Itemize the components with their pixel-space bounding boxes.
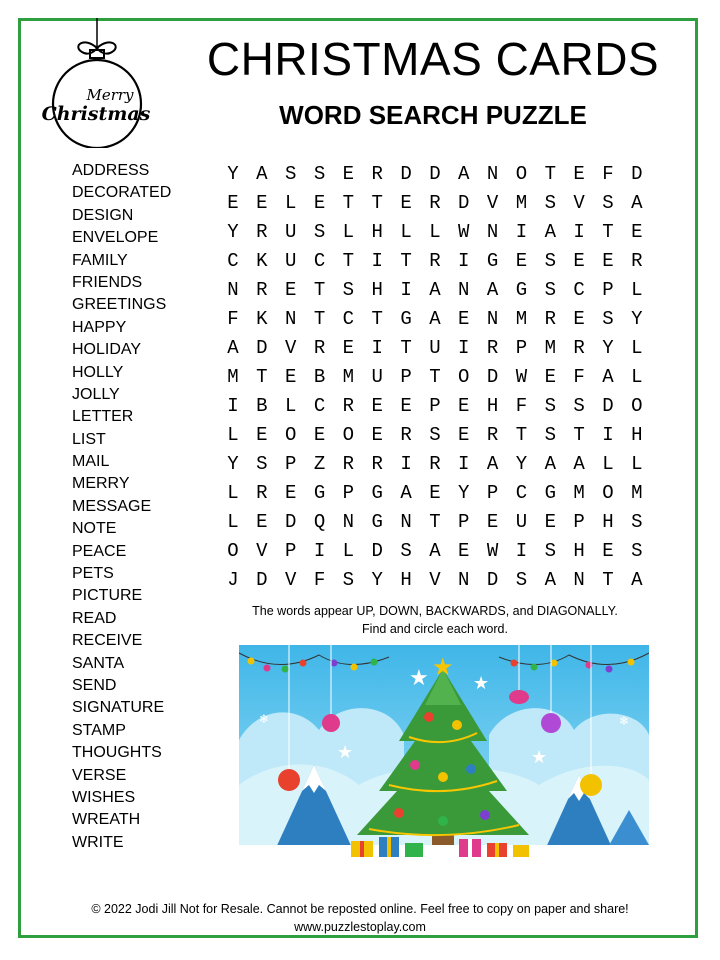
grid-letter: D <box>284 511 297 533</box>
grid-letter: P <box>458 511 470 533</box>
grid-letter: E <box>573 308 585 330</box>
word-list-item: ADDRESS <box>72 162 150 179</box>
svg-text:★: ★ <box>432 653 454 681</box>
grid-letter: I <box>573 221 585 243</box>
grid-letter: D <box>486 569 499 591</box>
grid-letter: E <box>256 424 268 446</box>
word-list-item: STAMP <box>72 721 126 739</box>
grid-row <box>220 392 650 421</box>
grid-letter: S <box>515 569 528 591</box>
word-list-item: DECORATED <box>72 184 172 202</box>
grid-letter: P <box>400 366 412 388</box>
word-list-item: HOLIDAY <box>72 341 142 359</box>
grid-letter: I <box>371 250 383 272</box>
grid-letter: G <box>371 511 383 533</box>
grid-letter: E <box>515 250 528 272</box>
page-title: CHRISTMAS CARDS <box>206 33 660 85</box>
grid-letter: P <box>515 337 528 359</box>
grid-letter: R <box>631 250 643 272</box>
grid-letter: I <box>458 337 470 359</box>
word-list-item: ENVELOPE <box>72 229 159 247</box>
grid-letter: Y <box>227 453 239 475</box>
grid-letter: I <box>313 540 326 562</box>
merry-christmas-ornament-logo <box>32 18 162 148</box>
grid-row <box>220 450 650 479</box>
grid-letter: R <box>371 163 383 185</box>
grid-letter: M <box>544 337 556 359</box>
grid-letter: A <box>631 569 643 591</box>
grid-letter: S <box>602 192 614 214</box>
grid-letter: K <box>256 308 268 330</box>
grid-letter: V <box>429 569 441 591</box>
grid-letter: E <box>458 395 470 417</box>
grid-letter: N <box>458 279 470 301</box>
grid-letter: R <box>342 453 355 475</box>
grid-letter: E <box>313 192 326 214</box>
grid-letter: U <box>371 366 383 388</box>
grid-letter: S <box>544 250 556 272</box>
grid-letter: M <box>573 482 585 504</box>
grid-row <box>220 537 650 566</box>
grid-letter: T <box>602 569 614 591</box>
grid-letter: I <box>371 337 383 359</box>
grid-letter: L <box>429 221 441 243</box>
word-list-item: PICTURE <box>72 587 143 605</box>
grid-letter: J <box>227 569 239 591</box>
word-list-item: WREATH <box>72 811 141 829</box>
grid-row <box>220 247 650 276</box>
word-list-item: THOUGHTS <box>72 744 162 762</box>
grid-letter: T <box>342 192 355 214</box>
grid-letter: A <box>227 337 239 359</box>
grid-letter: A <box>256 163 268 185</box>
word-list-item: LIST <box>72 430 106 448</box>
grid-letter: P <box>486 482 499 504</box>
svg-text:❄: ❄ <box>619 714 630 728</box>
grid-letter: T <box>371 308 383 330</box>
grid-letter: R <box>256 221 268 243</box>
grid-letter: S <box>313 163 326 185</box>
word-list-item: RECEIVE <box>72 632 143 650</box>
grid-letter: F <box>227 308 239 330</box>
grid-letter: B <box>256 395 268 417</box>
grid-letter: G <box>313 482 326 504</box>
grid-letter: G <box>486 250 499 272</box>
grid-letter: I <box>515 221 528 243</box>
grid-letter: K <box>256 250 268 272</box>
grid-letter: E <box>256 192 268 214</box>
grid-letter: T <box>313 279 326 301</box>
grid-letter: R <box>342 395 355 417</box>
svg-text:★: ★ <box>531 747 548 768</box>
grid-letter: O <box>284 424 297 446</box>
word-list-item: JOLLY <box>72 385 120 403</box>
word-list-item: MESSAGE <box>72 497 152 515</box>
grid-letter: A <box>631 192 643 214</box>
grid-letter: P <box>602 279 614 301</box>
grid-letter: D <box>429 163 441 185</box>
grid-letter: E <box>458 424 470 446</box>
grid-letter: H <box>400 569 412 591</box>
grid-letter: T <box>429 366 441 388</box>
grid-letter: R <box>486 337 499 359</box>
grid-letter: N <box>486 221 499 243</box>
grid-letter: P <box>429 395 441 417</box>
grid-letter: E <box>458 308 470 330</box>
grid-row <box>220 189 650 218</box>
grid-letter: E <box>573 163 585 185</box>
grid-letter: P <box>342 482 355 504</box>
grid-letter: S <box>342 279 355 301</box>
grid-letter: I <box>400 279 412 301</box>
grid-letter: S <box>631 540 643 562</box>
grid-letter: D <box>631 163 643 185</box>
grid-letter: E <box>284 279 297 301</box>
grid-letter: T <box>400 337 412 359</box>
word-list-item: MAIL <box>72 453 110 471</box>
grid-letter: P <box>284 453 297 475</box>
grid-letter: A <box>429 308 441 330</box>
word-list-item: SEND <box>72 676 117 694</box>
grid-letter: I <box>227 395 239 417</box>
grid-letter: S <box>342 569 355 591</box>
grid-letter: A <box>486 453 499 475</box>
svg-text:★: ★ <box>409 666 429 691</box>
svg-text:★: ★ <box>337 742 354 763</box>
grid-letter: A <box>544 453 556 475</box>
grid-letter: T <box>573 424 585 446</box>
grid-letter: M <box>342 366 355 388</box>
grid-letter: S <box>544 540 556 562</box>
grid-letter: T <box>515 424 528 446</box>
grid-letter: U <box>429 337 441 359</box>
grid-letter: E <box>544 366 556 388</box>
grid-letter: L <box>602 453 614 475</box>
grid-letter: O <box>227 540 239 562</box>
grid-letter: H <box>631 424 643 446</box>
grid-letter: E <box>400 192 412 214</box>
word-list-item: READ <box>72 609 117 627</box>
grid-letter: T <box>371 192 383 214</box>
footer <box>30 900 690 936</box>
grid-letter: C <box>227 250 239 272</box>
grid-letter: R <box>573 337 585 359</box>
grid-letter: I <box>400 453 412 475</box>
grid-letter: D <box>602 395 614 417</box>
grid-letter: R <box>371 453 383 475</box>
grid-letter: F <box>573 366 585 388</box>
grid-letter: C <box>342 308 355 330</box>
grid-letter: R <box>429 250 441 272</box>
word-list-item: SANTA <box>72 654 125 672</box>
grid-letter: A <box>458 163 470 185</box>
grid-letter: P <box>573 511 585 533</box>
grid-letter: I <box>515 540 528 562</box>
grid-letter: F <box>515 395 528 417</box>
grid-letter: C <box>573 279 585 301</box>
word-list-item: HAPPY <box>72 318 127 336</box>
grid-letter: E <box>631 221 643 243</box>
grid-letter: Y <box>631 308 643 330</box>
grid-row <box>220 363 650 392</box>
grid-letter: T <box>602 221 614 243</box>
letter-grid <box>220 160 650 595</box>
word-list-item: GREETINGS <box>72 296 167 314</box>
grid-letter: E <box>486 511 499 533</box>
word-list-item: MERRY <box>72 475 130 493</box>
grid-letter: T <box>342 250 355 272</box>
grid-letter: U <box>515 511 528 533</box>
grid-letter: G <box>371 482 383 504</box>
copyright-text: © 2022 Jodi Jill Not for Resale. Cannot be reposted online. Feel free to copy on paper and share! <box>91 902 629 916</box>
grid-letter: A <box>400 482 412 504</box>
grid-letter: L <box>227 511 239 533</box>
grid-letter: H <box>371 279 383 301</box>
svg-text:❄: ❄ <box>259 712 270 726</box>
grid-letter: N <box>486 308 499 330</box>
grid-letter: P <box>284 540 297 562</box>
logo-text-christmas: Christmas <box>41 103 151 125</box>
grid-row <box>220 508 650 537</box>
grid-letter: Y <box>227 221 239 243</box>
grid-letter: S <box>602 308 614 330</box>
grid-letter: M <box>227 366 239 388</box>
grid-letter: M <box>631 482 643 504</box>
word-list-item: NOTE <box>72 520 117 538</box>
grid-letter: R <box>429 192 441 214</box>
grid-letter: F <box>313 569 326 591</box>
grid-row <box>220 334 650 363</box>
grid-letter: L <box>631 279 643 301</box>
grid-letter: L <box>227 424 239 446</box>
grid-letter: H <box>602 511 614 533</box>
grid-row <box>220 160 650 189</box>
grid-letter: S <box>544 192 556 214</box>
grid-letter: H <box>486 395 499 417</box>
word-list <box>72 160 171 854</box>
grid-letter: U <box>284 221 297 243</box>
grid-letter: N <box>458 569 470 591</box>
grid-letter: I <box>458 453 470 475</box>
grid-letter: Z <box>313 453 326 475</box>
grid-letter: E <box>284 366 297 388</box>
word-list-item: VERSE <box>72 766 127 784</box>
grid-letter: L <box>631 366 643 388</box>
grid-letter: R <box>429 453 441 475</box>
grid-row <box>220 566 650 595</box>
word-list-item: PEACE <box>72 542 127 560</box>
grid-row <box>220 421 650 450</box>
word-list-item: FRIENDS <box>72 273 143 291</box>
grid-letter: N <box>486 163 499 185</box>
grid-row <box>220 305 650 334</box>
grid-letter: T <box>400 250 412 272</box>
grid-letter: E <box>544 511 556 533</box>
grid-letter: D <box>256 569 268 591</box>
grid-letter: S <box>313 221 326 243</box>
grid-letter: Y <box>227 163 239 185</box>
grid-letter: R <box>313 337 326 359</box>
grid-letter: E <box>284 482 297 504</box>
grid-letter: E <box>573 250 585 272</box>
grid-letter: S <box>631 511 643 533</box>
grid-letter: G <box>400 308 412 330</box>
grid-letter: U <box>284 250 297 272</box>
grid-letter: R <box>486 424 499 446</box>
grid-letter: A <box>429 279 441 301</box>
grid-letter: E <box>227 192 239 214</box>
grid-letter: A <box>544 569 556 591</box>
grid-letter: A <box>602 366 614 388</box>
grid-letter: L <box>284 192 297 214</box>
grid-letter: M <box>515 308 528 330</box>
grid-letter: S <box>400 540 412 562</box>
grid-letter: E <box>429 482 441 504</box>
grid-letter: O <box>602 482 614 504</box>
page-subtitle: WORD SEARCH PUZZLE <box>279 100 587 130</box>
grid-letter: R <box>256 482 268 504</box>
word-list-item: DESIGN <box>72 206 134 224</box>
grid-letter: C <box>515 482 528 504</box>
grid-letter: Y <box>371 569 383 591</box>
website-text: www.puzzlestoplay.com <box>294 920 426 934</box>
instructions <box>230 602 640 638</box>
grid-row <box>220 276 650 305</box>
grid-letter: B <box>313 366 326 388</box>
grid-letter: S <box>429 424 441 446</box>
grid-letter: O <box>515 163 528 185</box>
grid-letter: A <box>429 540 441 562</box>
grid-letter: S <box>573 395 585 417</box>
grid-letter: N <box>400 511 412 533</box>
grid-letter: T <box>544 163 556 185</box>
grid-row <box>220 218 650 247</box>
grid-letter: L <box>342 540 355 562</box>
grid-letter: L <box>342 221 355 243</box>
svg-text:★: ★ <box>473 673 490 694</box>
grid-letter: F <box>602 163 614 185</box>
grid-letter: E <box>602 540 614 562</box>
grid-letter: L <box>227 482 239 504</box>
grid-letter: O <box>458 366 470 388</box>
grid-letter: R <box>256 279 268 301</box>
grid-letter: E <box>602 250 614 272</box>
word-list-item: LETTER <box>72 408 134 426</box>
grid-letter: I <box>458 250 470 272</box>
grid-letter: T <box>429 511 441 533</box>
grid-letter: A <box>573 453 585 475</box>
grid-letter: C <box>313 395 326 417</box>
grid-letter: E <box>371 395 383 417</box>
grid-letter: E <box>313 424 326 446</box>
instructions-line-1: The words appear UP, DOWN, BACKWARDS, and DIAGONALLY. <box>252 604 618 618</box>
word-list-item: FAMILY <box>72 251 128 269</box>
grid-letter: D <box>371 540 383 562</box>
grid-letter: L <box>284 395 297 417</box>
grid-letter: E <box>400 395 412 417</box>
grid-letter: H <box>371 221 383 243</box>
grid-letter: I <box>602 424 614 446</box>
grid-letter: D <box>256 337 268 359</box>
word-list-item: WISHES <box>72 788 136 806</box>
instructions-line-2: Find and circle each word. <box>362 622 508 636</box>
grid-letter: S <box>544 424 556 446</box>
grid-letter: E <box>458 540 470 562</box>
grid-letter: Y <box>458 482 470 504</box>
grid-letter: V <box>486 192 499 214</box>
grid-letter: A <box>544 221 556 243</box>
grid-letter: V <box>256 540 268 562</box>
grid-letter: S <box>284 163 297 185</box>
grid-letter: S <box>544 279 556 301</box>
grid-letter: D <box>458 192 470 214</box>
grid-letter: Y <box>515 453 528 475</box>
grid-letter: V <box>284 337 297 359</box>
grid-letter: W <box>515 366 528 388</box>
grid-letter: R <box>400 424 412 446</box>
grid-letter: G <box>515 279 528 301</box>
grid-letter: D <box>400 163 412 185</box>
grid-row <box>220 479 650 508</box>
grid-letter: V <box>284 569 297 591</box>
grid-letter: E <box>342 337 355 359</box>
grid-letter: W <box>458 221 470 243</box>
grid-letter: L <box>631 337 643 359</box>
grid-letter: L <box>400 221 412 243</box>
grid-letter: L <box>631 453 643 475</box>
grid-letter: M <box>515 192 528 214</box>
grid-letter: Y <box>602 337 614 359</box>
grid-letter: S <box>544 395 556 417</box>
grid-letter: T <box>313 308 326 330</box>
grid-letter: O <box>631 395 643 417</box>
word-list-item: WRITE <box>72 833 124 851</box>
word-list-item: HOLLY <box>72 363 124 381</box>
word-list-item: PETS <box>72 565 114 583</box>
grid-letter: N <box>342 511 355 533</box>
grid-letter: N <box>227 279 239 301</box>
grid-letter: A <box>486 279 499 301</box>
logo-text-merry: Merry <box>86 86 134 104</box>
word-list-item: SIGNATURE <box>72 699 165 717</box>
grid-letter: W <box>486 540 499 562</box>
grid-letter: E <box>371 424 383 446</box>
grid-letter: V <box>573 192 585 214</box>
christmas-tree-illustration <box>239 645 649 863</box>
grid-letter: E <box>342 163 355 185</box>
grid-letter: E <box>256 511 268 533</box>
grid-letter: N <box>573 569 585 591</box>
grid-letter: O <box>342 424 355 446</box>
grid-letter: G <box>544 482 556 504</box>
grid-letter: T <box>256 366 268 388</box>
grid-letter: H <box>573 540 585 562</box>
grid-letter: N <box>284 308 297 330</box>
grid-letter: Q <box>313 511 326 533</box>
grid-letter: C <box>313 250 326 272</box>
grid-letter: D <box>486 366 499 388</box>
grid-letter: S <box>256 453 268 475</box>
grid-letter: R <box>544 308 556 330</box>
